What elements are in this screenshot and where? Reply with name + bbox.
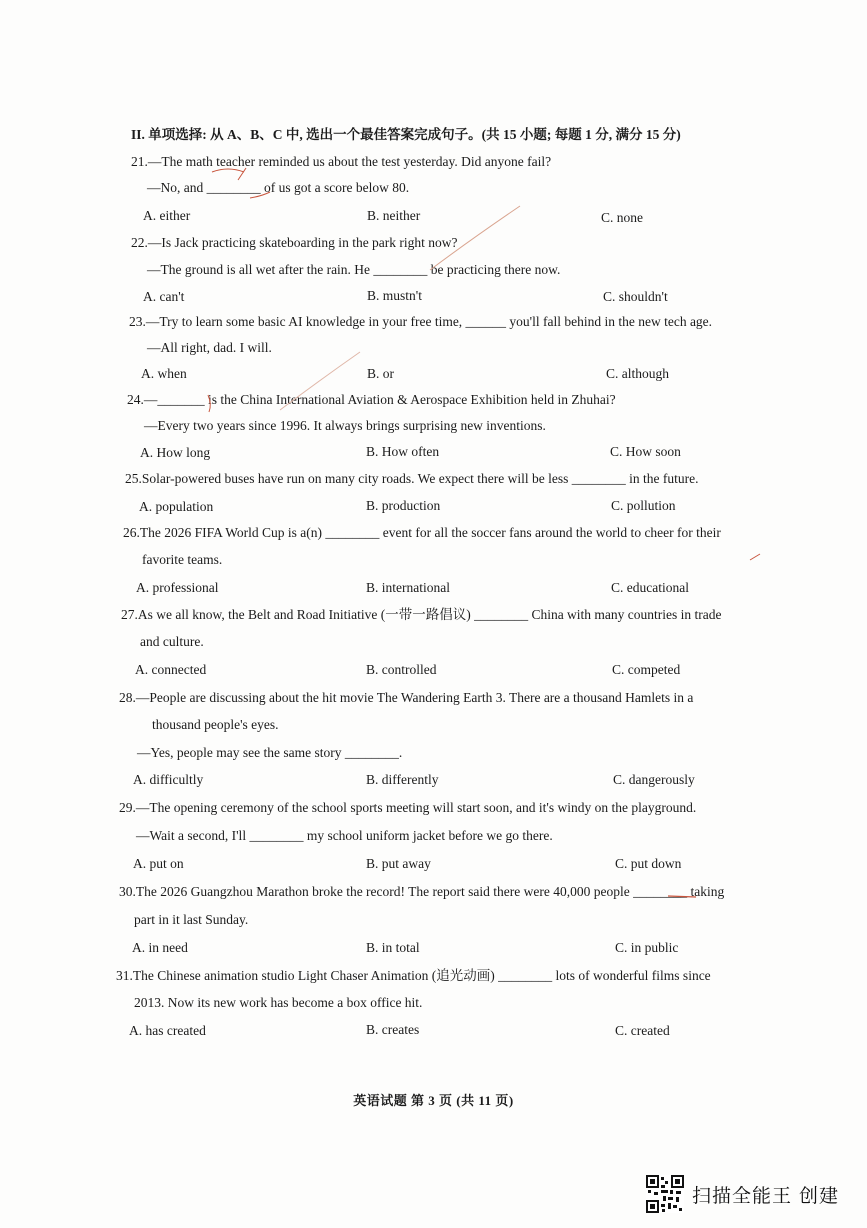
question-21-option-b: B. neither bbox=[367, 208, 421, 223]
question-22-option-a: A. can't bbox=[143, 289, 185, 304]
question-23-option-c: C. although bbox=[606, 366, 669, 381]
question-25-line-1: 25.Solar-powered buses have run on many city roads. We expect there will be less ________ in the future. bbox=[125, 471, 699, 486]
question-21-option-c: C. none bbox=[601, 210, 643, 225]
question-29-line-2: —Wait a second, I'll ________ my school uniform jacket before we go there. bbox=[136, 828, 553, 843]
question-28-line-2: thousand people's eyes. bbox=[152, 717, 279, 732]
question-22-line-1: 22.—Is Jack practicing skateboarding in the park right now? bbox=[131, 235, 458, 250]
question-28-option-a: A. difficultly bbox=[133, 772, 204, 787]
question-26-line-2: favorite teams. bbox=[142, 552, 223, 567]
question-29-option-c: C. put down bbox=[615, 856, 682, 871]
question-23-line-2: —All right, dad. I will. bbox=[147, 340, 272, 355]
question-28-line-1: 28.—People are discussing about the hit movie The Wandering Earth 3. There are a thousand Hamlets in a bbox=[119, 690, 694, 705]
question-27-option-b: B. controlled bbox=[366, 662, 437, 677]
question-30-option-b: B. in total bbox=[366, 940, 420, 955]
question-30-option-a: A. in need bbox=[132, 940, 188, 955]
question-31-line-1: 31.The Chinese animation studio Light Chaser Animation (追光动画) ________ lots of wonderful films since bbox=[116, 968, 711, 983]
question-24-option-a: A. How long bbox=[140, 445, 211, 460]
question-21-line-1: 21.—The math teacher reminded us about the test yesterday. Did anyone fail? bbox=[131, 154, 552, 169]
question-24-option-c: C. How soon bbox=[610, 444, 681, 459]
question-26-option-b: B. international bbox=[366, 580, 450, 595]
question-27-option-a: A. connected bbox=[135, 662, 207, 677]
qr-code-icon bbox=[646, 1175, 684, 1213]
question-25-option-b: B. production bbox=[366, 498, 441, 513]
question-27-line-1: 27.As we all know, the Belt and Road Initiative (一带一路倡议) ________ China with many countries in trade bbox=[121, 607, 722, 622]
question-27-option-c: C. competed bbox=[612, 662, 681, 677]
question-30-line-1: 30.The 2026 Guangzhou Marathon broke the record! The report said there were 40,000 people ________ taking bbox=[119, 884, 725, 899]
question-31-option-a: A. has created bbox=[129, 1023, 206, 1038]
question-23-option-a: A. when bbox=[141, 366, 187, 381]
question-24-option-b: B. How often bbox=[366, 444, 440, 459]
question-30-line-2: part in it last Sunday. bbox=[134, 912, 249, 927]
question-26-line-1: 26.The 2026 FIFA World Cup is a(n) ________ event for all the soccer fans around the world to cheer for their bbox=[123, 525, 721, 540]
watermark-text: 扫描全能王 创建 bbox=[691, 1184, 839, 1207]
page-footer: 英语试题 第 3 页 (共 11 页) bbox=[353, 1093, 514, 1108]
question-29-option-b: B. put away bbox=[366, 856, 431, 871]
question-30-option-c: C. in public bbox=[615, 940, 679, 955]
question-28-line-3: —Yes, people may see the same story ________. bbox=[137, 745, 403, 760]
question-31-line-2: 2013. Now its new work has become a box office hit. bbox=[134, 995, 423, 1010]
question-23-line-1: 23.—Try to learn some basic AI knowledge in your free time, ______ you'll fall behind in the new tech age. bbox=[129, 314, 713, 329]
question-24-line-2: —Every two years since 1996. It always brings surprising new inventions. bbox=[144, 418, 546, 433]
question-21-option-a: A. either bbox=[143, 208, 191, 223]
question-31-option-c: C. created bbox=[615, 1023, 670, 1038]
question-27-line-2: and culture. bbox=[140, 634, 204, 649]
question-22-option-b: B. mustn't bbox=[367, 288, 422, 303]
question-21-line-2: —No, and ________ of us got a score below 80. bbox=[147, 180, 410, 195]
question-22-line-2: —The ground is all wet after the rain. He ________ be practicing there now. bbox=[147, 262, 561, 277]
question-29-line-1: 29.—The opening ceremony of the school sports meeting will start soon, and it's windy on the playground. bbox=[119, 800, 697, 815]
section-heading: II. 单项选择: 从 A、B、C 中, 选出一个最佳答案完成句子。(共 15 小题; 每题 1 分, 满分 15 分) bbox=[131, 127, 681, 142]
question-29-option-a: A. put on bbox=[133, 856, 184, 871]
question-31-option-b: B. creates bbox=[366, 1022, 420, 1037]
scanner-watermark bbox=[646, 1175, 839, 1213]
question-24-line-1: 24.—_______ is the China International Aviation & Aerospace Exhibition held in Zhuhai? bbox=[127, 392, 616, 407]
question-25-option-c: C. pollution bbox=[611, 498, 676, 513]
question-22-option-c: C. shouldn't bbox=[603, 289, 668, 304]
question-26-option-c: C. educational bbox=[611, 580, 689, 595]
question-26-option-a: A. professional bbox=[136, 580, 219, 595]
question-28-option-c: C. dangerously bbox=[613, 772, 695, 787]
question-28-option-b: B. differently bbox=[366, 772, 439, 787]
question-25-option-a: A. population bbox=[139, 499, 214, 514]
question-23-option-b: B. or bbox=[367, 366, 394, 381]
